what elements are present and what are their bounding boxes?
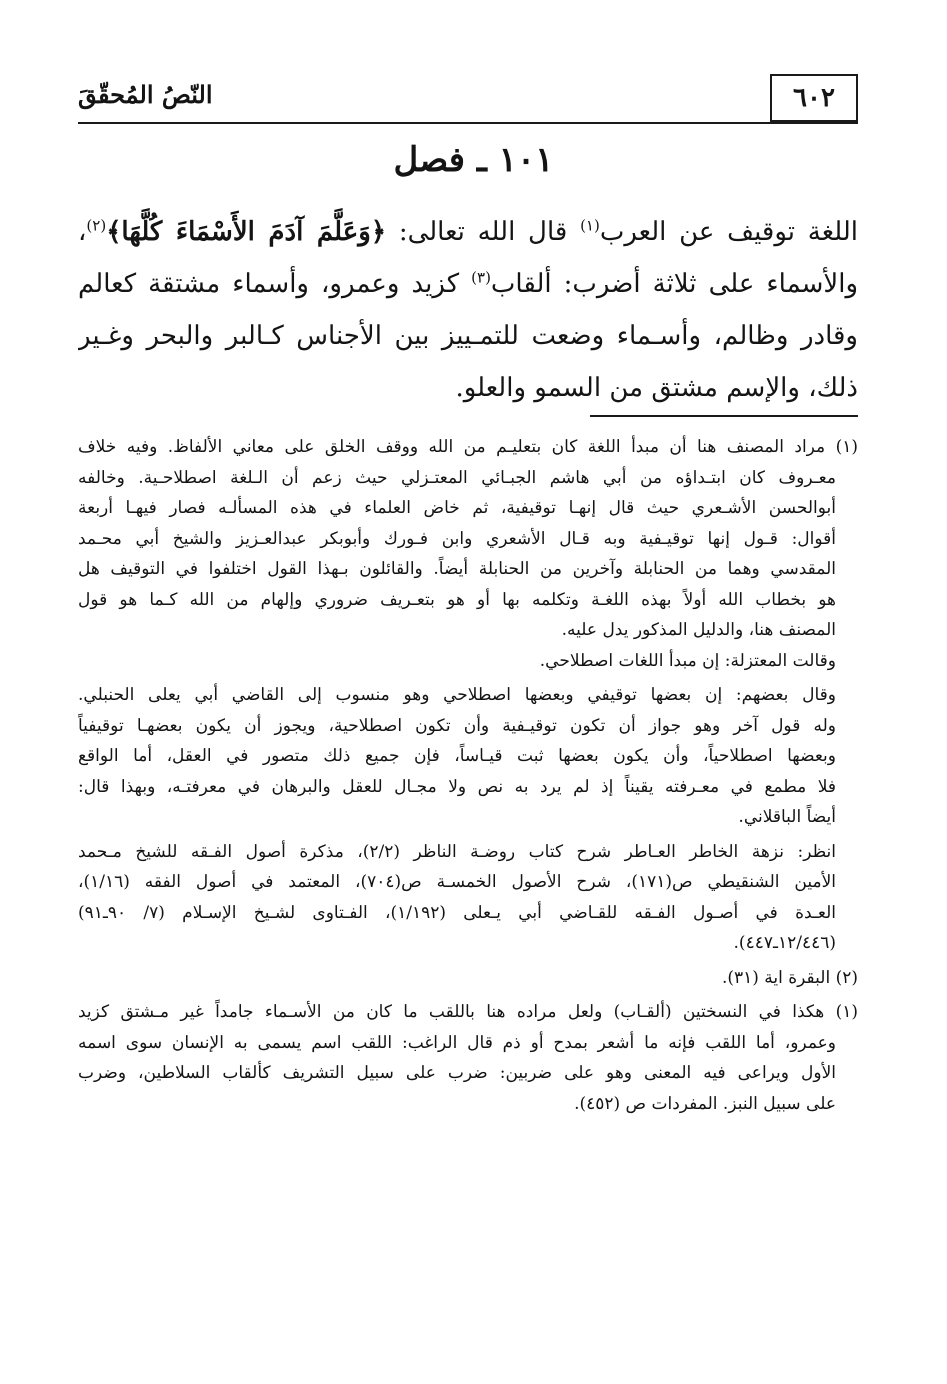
footnote-line: الأمين الشنقيطي ص(١٧١)، شرح الأصول الخمسـة ص(٧٠٤)، المعتمد في أصول الفقه (١/١٦)، — [78, 872, 836, 892]
footnote-line: العـدة في أصـول الفـقه للقـاضي أبي يـعلى (١/١٩٢)، الفـتاوى لشـيخ الإسـلام (٧/ ٩٠ـ٩١) — [78, 902, 836, 923]
footnote-line: وقال بعضهم: إن بعضها توقيفي وبعضها اصطلاحي وهو منسوب إلى القاضي أبي يعلى الحنبلي. — [78, 685, 836, 705]
footnote-line: الأول ويراعى فيه المعنى وهو على ضربين: ضرب على سبيل التشريف كألقاب السلاطين، وضرب — [78, 1063, 836, 1083]
main-text-segment: اللغة توقيف عن العرب — [599, 217, 858, 247]
chapter-title: ١٠١ ـ فصل — [393, 140, 554, 180]
footnote-line: (١٢/٤٤٦ـ٤٤٧). — [733, 933, 836, 953]
main-line-2 — [78, 258, 858, 310]
footnote-ref-2: (٢) — [86, 216, 107, 235]
footnotes — [78, 432, 858, 1119]
footnote-line: المصنف هنا، والدليل المذكور يدل عليه. — [561, 620, 836, 640]
footnote-line: أيضاً الباقلاني. — [738, 807, 836, 827]
main-line-3: وقادر وظالم، وأسـماء وضعت للتمـييز بين الأجناس كـالبر والبحر وغـير — [78, 321, 858, 351]
footnote-ref-1: (١) — [580, 216, 600, 235]
footnote-line: وقالت المعتزلة: إن مبدأ اللغات اصطلاحي. — [539, 650, 836, 671]
page-header — [78, 74, 858, 124]
footnote-line: أبوالحسن الأشـعري حيث قال إنهـا توقيفية، ثم خاض العلماء في هذه المسألـه فصار فيهـا أربعة — [78, 498, 836, 518]
main-line-1 — [78, 206, 858, 258]
footnote-line: أقوال: قـول إنها توقيـفية وبه قـال الأشعري وابن فـورك وأبوبكر عبدالعـزيز والشيخ أبي محـمد — [78, 528, 836, 549]
footnote-line: (١) مراد المصنف هنا أن مبدأ اللغة كان بتعليـم من الله ووقف الخلق على معاني الألفاظ. وفيه خلاف — [78, 437, 858, 457]
footnote-ref-3: (٣) — [471, 268, 491, 287]
footnote-line: (١) هكذا في النسختين (ألقـاب) ولعل مراده هنا باللقب ما كان من الأسـماء جامداً غير مـشتق كزيد — [78, 1002, 858, 1022]
main-text-segment: والأسماء على ثلاثة أضرب: ألقاب — [490, 269, 858, 299]
main-text-segment: ، — [78, 217, 87, 247]
main-text-segment: كزيد وعمرو، وأسماء مشتقة كعالم — [78, 269, 472, 299]
footnote-3 — [78, 997, 858, 1119]
footnote-line: فلا مطمع في معـرفته يقيناً إذ لم يرد به نص ولا مجـال للعقل والبرهان في معرفتـه، وبهذا قال: — [78, 776, 836, 797]
quran-verse: ﴿وَعَلَّمَ آدَمَ الأَسْمَاءَ كُلَّهَا﴾ — [106, 217, 387, 247]
footnote-line: هو بخطاب الله أولاً بهذه اللغـة وتكلمه بها أو هو بتعـريف ضروري وإلهام من الله كـما هو قول — [78, 589, 836, 610]
footnote-separator — [590, 415, 858, 417]
footnote-line: وبعضها اصطلاحياً، وأن يكون بعضها ثبت قيـاساً، فإن جميع ذلك متصور في العقل، أما الواقع — [78, 746, 836, 766]
footnote-line: وله قول آخر وهو جواز أن تكون توقيـفية وأن تكون اصطلاحية، ويجوز أن يكون بعضهـا توقيفياً — [78, 715, 836, 736]
footnote-line: معـروف كان ابتـداؤه من أبي هاشم الجبـائي المعتـزلي حيث زعم أن الـلغة اصطلاحـية. وخالفه — [78, 467, 836, 488]
page-number: ٦٠٢ — [770, 74, 858, 122]
footnote-1 — [78, 432, 858, 959]
footnote-2: (٢) البقرة اية (٣١). — [721, 967, 858, 988]
main-line-4: ذلك، والإسم مشتق من السمو والعلو. — [455, 373, 858, 403]
main-text-segment: قال الله تعالى: — [386, 217, 581, 247]
footnote-line: على سبيل النبز. المفردات ص (٤٥٢). — [574, 1093, 836, 1114]
running-title: النّصُ المُحقّقَ — [78, 80, 213, 109]
footnote-line: المقدسي وهما من الحنابلة وآخرين من الحنابلة أيضاً. والقائلون بـهذا القول اختلفوا في التوقيف هل — [78, 559, 836, 579]
footnote-line: وعمرو، أما اللقب فإنه ما أشعر بمدح أو ذم قال الراغب: اللقب اسم يسمى به الإنسان سوى اسمه — [78, 1032, 836, 1053]
main-text — [78, 206, 858, 414]
footnote-line: انظر: نزهة الخاطر العـاطر شرح كتاب روضـة الناظر (٢/٢)، مذكرة أصول الفـقه للشيخ مـحمد — [78, 841, 836, 862]
header-rule — [78, 122, 858, 124]
